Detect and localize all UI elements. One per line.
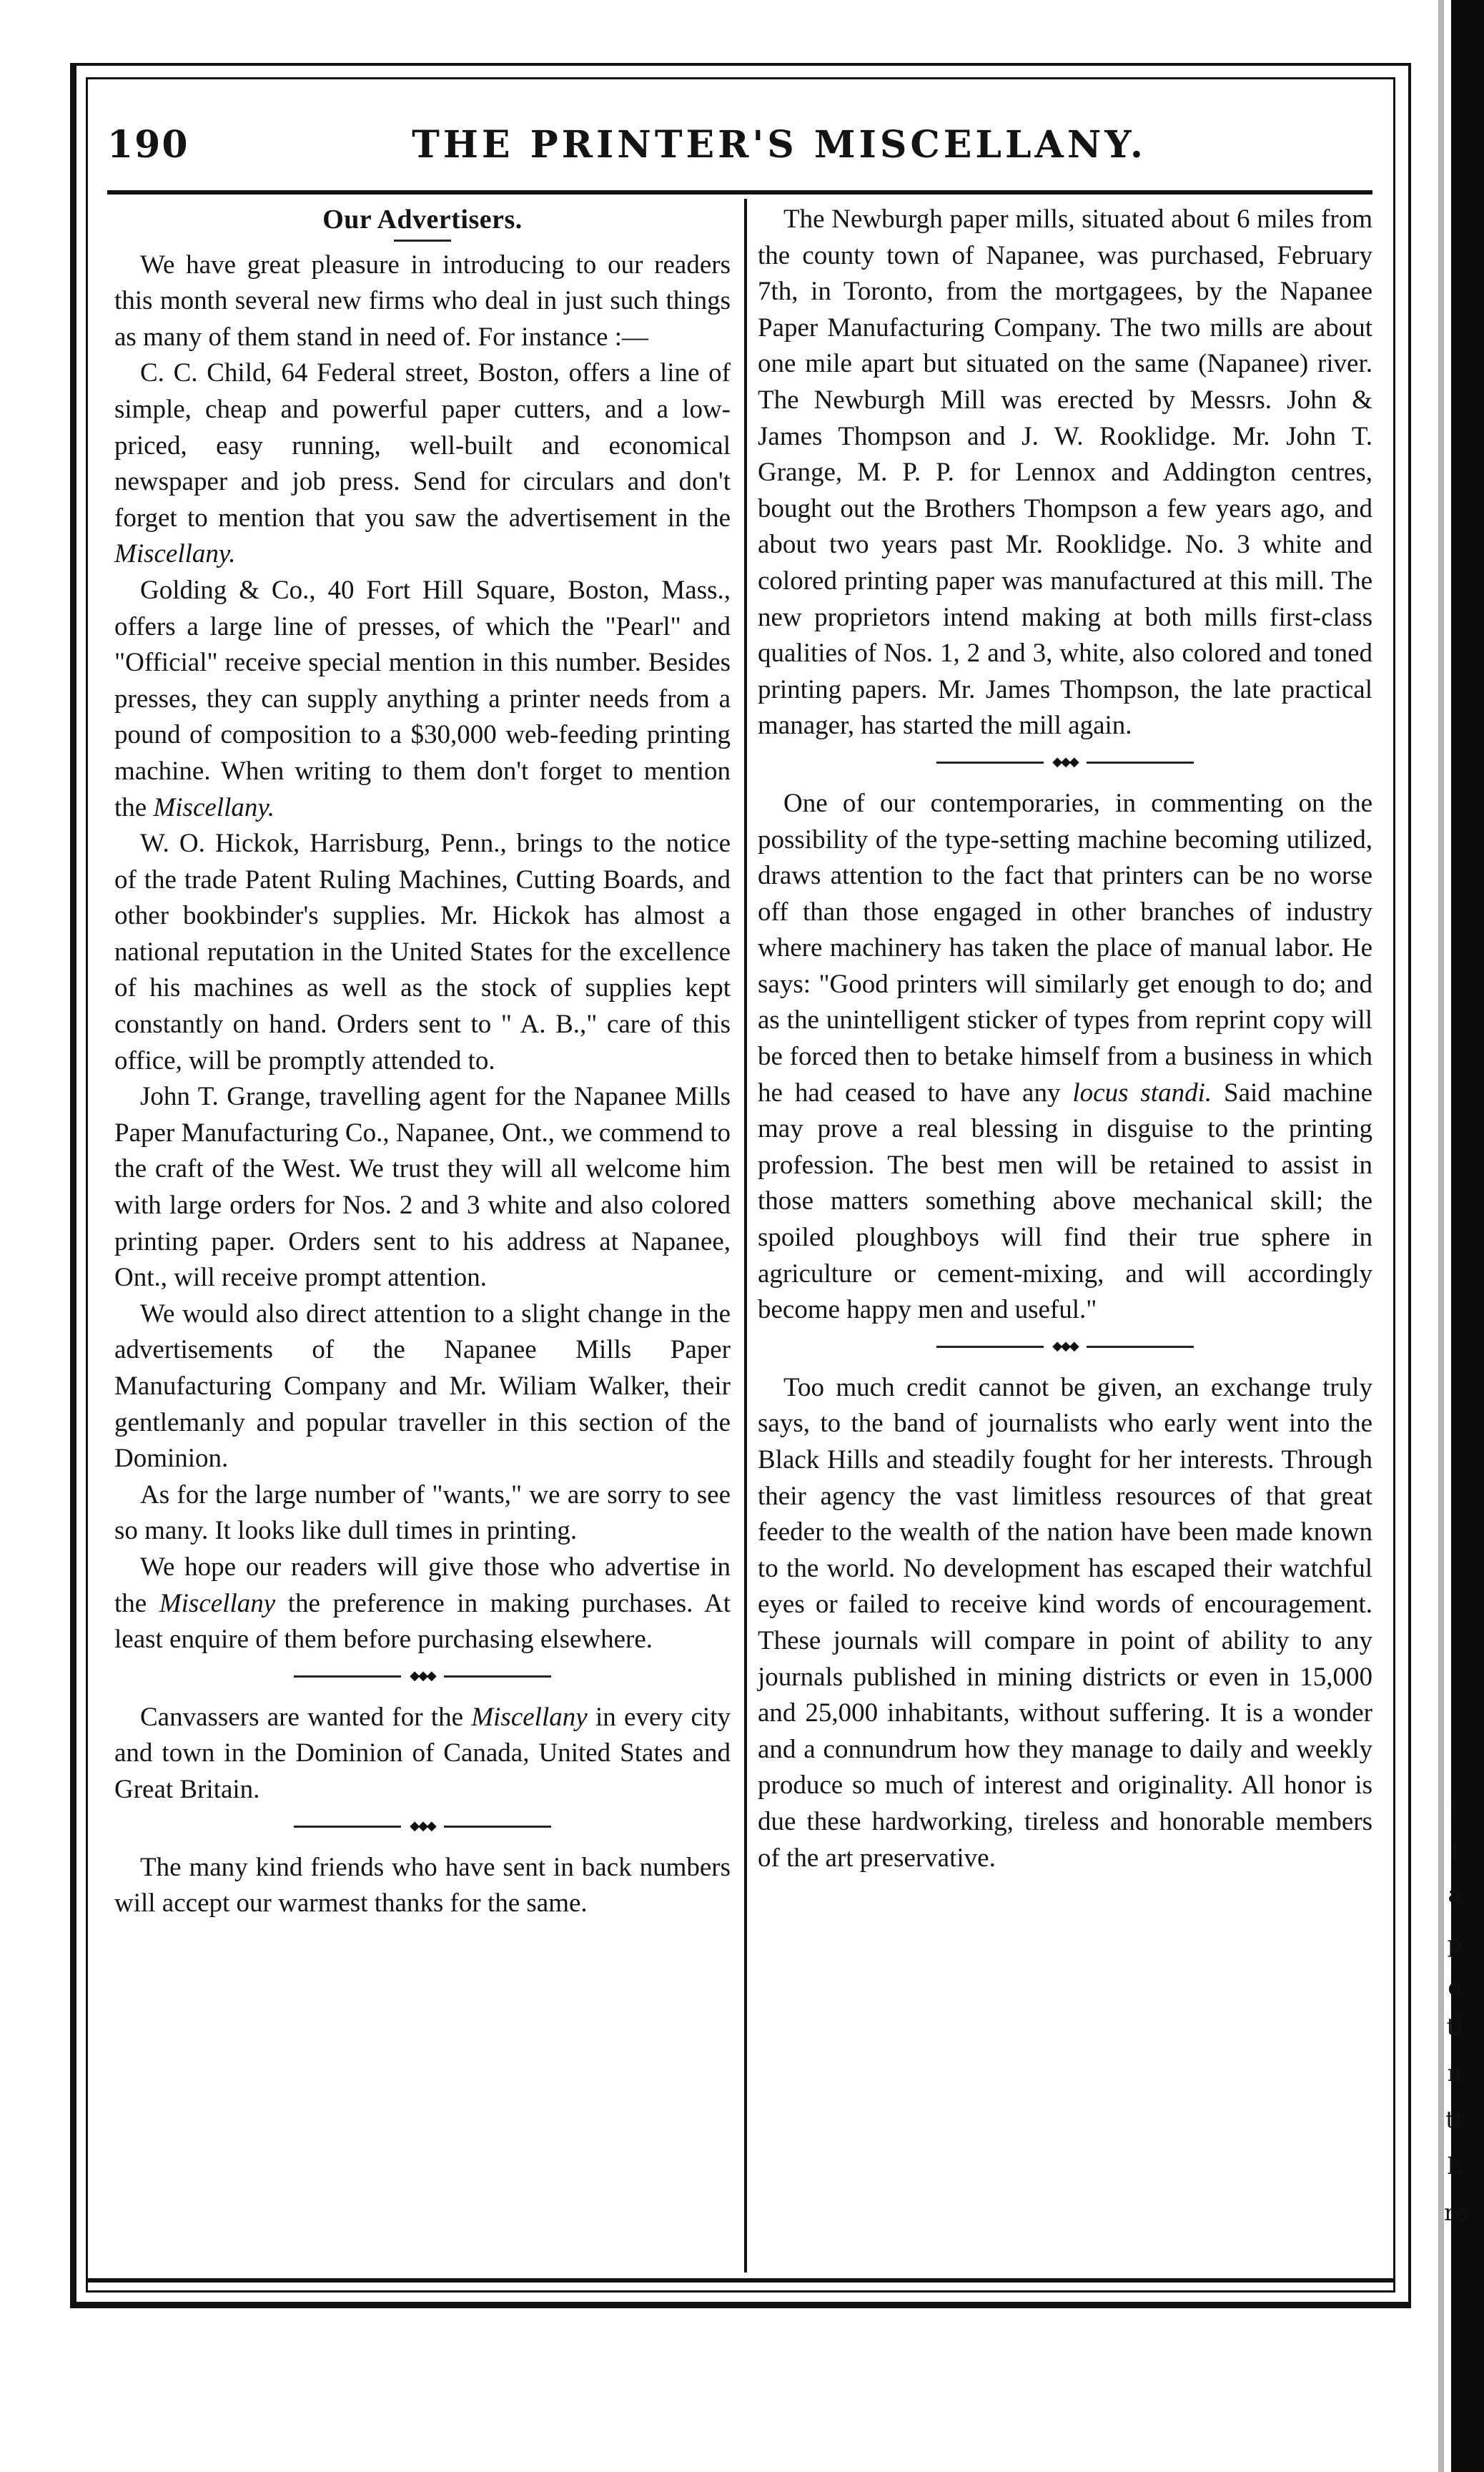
bleed-letter: b xyxy=(1447,2152,1463,2180)
ornamental-divider: ◆◆◆ xyxy=(936,1339,1194,1354)
section-heading: Our Advertisers. xyxy=(322,205,523,235)
page-number: 190 xyxy=(107,123,189,167)
paragraph: Too much credit cannot be given, an exchange truly says, to the band of journalists who early went into the Black Hills and steadily fought for her interests. Through their agency the vast limitless resources of that great feeder to the wealth of the nation have been made known to the world. No development has escaped their watchful eyes or failed to receive kind words of encouragement. These journals will compare in point of ability to any journals published in mining districts or even in 15,000 and 25,000 inhabitants, without suffering. It is a wonder and a connundrum how they manage to daily and weekly produce so much of interest and originality. All honor is due these hardworking, tireless and honorable members of the art preservative. xyxy=(758,1372,1372,1873)
column-divider xyxy=(744,199,747,2272)
bleed-letter: tl xyxy=(1446,2013,1463,2040)
binding-edge xyxy=(1451,0,1484,2472)
paragraph: John T. Grange, travelling agent for the Napanee Mills Paper Manufacturing Co., Napanee, Ont., we commend to the craft of the West. We trust they will all welcome him with large orders for Nos. 2 and 3 white and also colored printing paper. Orders sent to his address at Napanee, Ont., will receive prompt attention. xyxy=(114,1082,731,1293)
paragraph: As for the large number of "wants," we are sorry to see so many. It looks like dull times in printing. xyxy=(114,1479,731,1546)
bleed-letter: a xyxy=(1448,1881,1462,1908)
paragraph: W. O. Hickok, Harrisburg, Penn., brings to the notice of the trade Patent Ruling Machines, Cutting Boards, and other bookbinder's supplies. Mr. Hickok has almost a national reputation in the United States for the excellence of his machines as well as the stock of supplies kept constantly on hand. Orders sent to " A. B.," care of this office, will be promptly attended to. xyxy=(114,829,731,1075)
paragraph: Canvassers are wanted for the Miscellany in every city and town in the Dominion of Canada, United States and Great Britain. xyxy=(114,1702,731,1804)
paragraph: The Newburgh paper mills, situated about 6 miles from the county town of Napanee, was purchased, February 7th, in Toronto, from the mortgagees, by the Napanee Paper Manufacturing Company. The two mills are about one mile apart but situated on the same (Napanee) river. The Newburgh Mill was erected by Messrs. John & James Thompson and J. W. Rooklidge. Mr. John T. Grange, M. P. P. for Lennox and Addington centres, bought out the Brothers Thompson a few years ago, and about two years past Mr. Rooklidge. No. 3 white and colored printing paper was manufactured at this mill. The new proprietors intend making at both mills first-class qualities of Nos. 1, 2 and 3, white, also colored and toned printing papers. Mr. James Thompson, the late practical manager, has started the mill again. xyxy=(758,205,1372,741)
bleed-letter: p xyxy=(1447,1931,1463,1958)
bleed-letter: ( xyxy=(1450,1791,1460,1818)
page-header xyxy=(107,123,1372,180)
paragraph: The many kind friends who have sent in back numbers will accept our warmest thanks for the same. xyxy=(114,1852,731,1919)
left-column xyxy=(114,202,731,1922)
running-title: THE PRINTER'S MISCELLANY. xyxy=(412,123,1147,167)
header-rule xyxy=(107,190,1372,194)
paragraph: We hope our readers will give those who advertise in the Miscellany the preference in making purchases. At least enquire of them before purchasing elsewhere. xyxy=(114,1552,731,1655)
paragraph: One of our contemporaries, in commenting on the possibility of the type-setting machine becoming utilized, draws attention to the fact that printers can be no worse off than those engaged in other branches of industry where machinery has taken the place of manual labor. He says: "Good printers will similarly get enough to do; and as the unintelligent sticker of types from reprint copy will be forced then to betake himself from a business in which he had ceased to have any locus standi. Said machine may prove a real blessing in disguise to the printing profession. The best men will be retained to assist in those matters something above mechanical skill; the spoiled ploughboys will find their true sphere in agriculture or cement-mixing, and will accordingly become happy men and useful." xyxy=(758,788,1373,1325)
paragraph: Golding & Co., 40 Fort Hill Square, Boston, Mass., offers a large line of presses, of which the "Pearl" and "Official" receive special mention in this number. Besides presses, they can supply anything a printer needs from a pound of composition to a $30,000 web-feeding printing machine. When writing to them don't forget to mention the Miscellany. xyxy=(114,575,731,822)
bleed-letter: n xyxy=(1447,2059,1463,2087)
bottom-rule xyxy=(86,2278,1395,2283)
ornamental-divider: ◆◆◆ xyxy=(294,1818,551,1834)
bleed-letter: tt xyxy=(1445,2106,1464,2133)
bleed-letter: re xyxy=(1444,2199,1469,2226)
right-column xyxy=(758,202,1372,1876)
binding-shadow xyxy=(1438,0,1444,2472)
heading-rule xyxy=(394,240,451,242)
paragraph: We have great pleasure in introducing to our readers this month several new firms who deal in just such things as many of them stand in need of. For instance :— xyxy=(114,250,731,352)
ornamental-divider: ◆◆◆ xyxy=(936,754,1194,770)
bleed-letter: o xyxy=(1448,1974,1462,2001)
bleed-letter: l xyxy=(1450,1838,1459,1865)
paragraph: C. C. Child, 64 Federal street, Boston, offers a line of simple, cheap and powerful paper cutters, and a low-priced, easy running, well-built and economical newspaper and job press. Send for circulars and don't forget to mention that you saw the advertisement in the Miscellany. xyxy=(114,358,731,569)
ornamental-divider: ◆◆◆ xyxy=(294,1668,551,1684)
paragraph: We would also direct attention to a slight change in the advertisements of the Napanee Mills Paper Manufacturing Company and Mr. Wiliam Walker, their gentlemanly and popular traveller in this section of the Dominion. xyxy=(114,1299,731,1474)
